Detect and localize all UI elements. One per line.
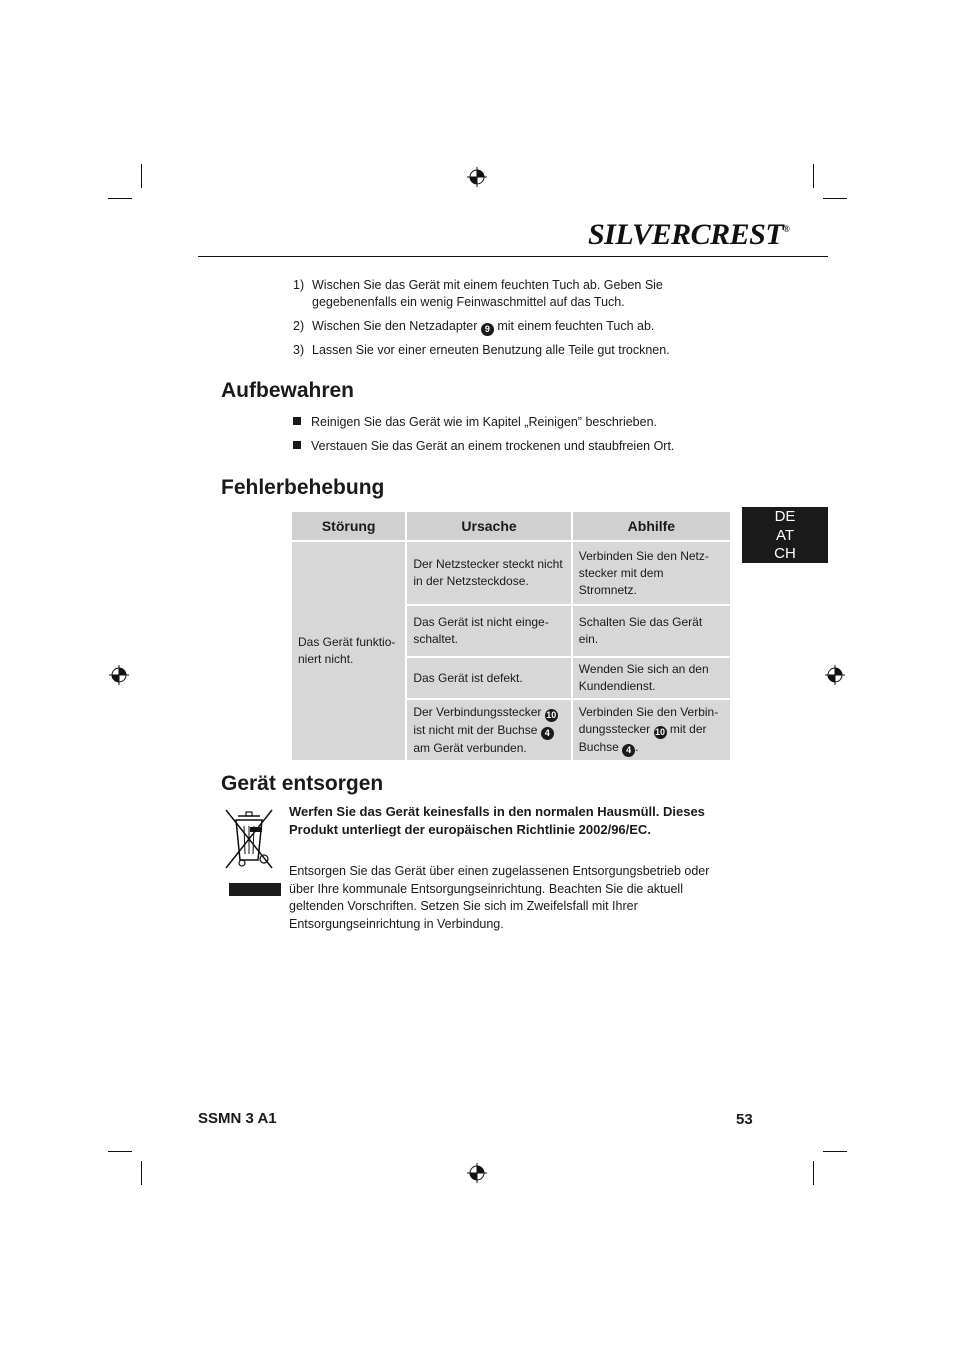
- logo-registered: ®: [783, 224, 790, 234]
- step-number: 1): [293, 278, 305, 292]
- brand-logo: [588, 218, 789, 252]
- step-item: [293, 342, 733, 359]
- language-code: AT: [775, 526, 795, 544]
- column-header: Abhilfe: [572, 511, 731, 541]
- language-code: DE: [774, 508, 796, 525]
- bin-underline-bar: [229, 883, 281, 896]
- crop-mark: [108, 1151, 132, 1152]
- crop-mark: [813, 164, 814, 188]
- crop-mark: [823, 1151, 847, 1152]
- troubleshooting-table: [290, 510, 732, 762]
- list-item: [293, 438, 674, 455]
- step-number: 3): [293, 343, 305, 357]
- step-number: 2): [293, 319, 305, 333]
- part-ref-badge: 4: [622, 744, 635, 757]
- remedy-cell: Verbinden Sie den Netzstecker mit dem Stromnetz.: [572, 541, 731, 605]
- cause-cell: Das Gerät ist defekt.: [406, 657, 571, 699]
- disposal-warning: Werfen Sie das Gerät keinesfalls in den normalen Hausmüll. Dieses Produkt unterliegt der europäischen Richtlinie 2002/96/EC.: [289, 804, 705, 837]
- list-item-text: Reinigen Sie das Gerät wie im Kapitel „Reinigen” beschrieben.: [311, 415, 658, 429]
- crop-mark: [141, 164, 142, 188]
- column-header: Ursache: [406, 511, 571, 541]
- remedy-cell: Wenden Sie sich an den Kundendienst.: [572, 657, 731, 699]
- step-text-part: Wischen Sie den Netzadapter: [312, 319, 478, 333]
- section-title-troubleshooting: Fehlerbehebung: [221, 476, 385, 499]
- disposal-paragraph: Entsorgen Sie das Gerät über einen zugelassenen Entsorgungsbetrieb oder über Ihre kommunale Entsorgungseinrichtung. Beachten Sie die aktuell geltenden Vorschriften. Setzen Sie sich im Zweifelsfall mit Ihrer Entsorgungseinrichtung in Verbindung.: [289, 864, 710, 931]
- section-title-disposal: Gerät entsorgen: [221, 772, 384, 795]
- step-item: [293, 277, 733, 311]
- step-text: Lassen Sie vor einer erneuten Benutzung alle Teile gut trocknen.: [312, 343, 670, 357]
- crop-mark: [141, 1161, 142, 1185]
- language-tab: [742, 507, 828, 563]
- list-item: [293, 414, 657, 431]
- footer-model-number: SSMN 3 A1: [198, 1110, 277, 1127]
- registration-mark-icon: [109, 665, 129, 685]
- fault-cell: Das Gerät funktioniert nicht.: [291, 541, 406, 761]
- remedy-cell: [572, 699, 731, 761]
- part-ref-badge: 10: [654, 726, 665, 737]
- step-text: Wischen Sie das Gerät mit einem feuchten Tuch ab. Geben Sie gegebenenfalls ein wenig Feinwaschmittel auf das Tuch.: [312, 278, 663, 309]
- list-item-text: Verstauen Sie das Gerät an einem trockenen und staubfreien Ort.: [311, 439, 675, 453]
- language-code: CH: [774, 545, 796, 562]
- step-item: [293, 318, 733, 336]
- cell-text: Der Verbindungsstecker: [413, 704, 542, 719]
- cell-text: mit der Buchse: [578, 721, 707, 754]
- cause-cell: Der Netzstecker steckt nicht in der Netzsteckdose.: [406, 541, 571, 605]
- part-ref-badge: 9: [481, 323, 494, 336]
- crossed-out-bin-icon: [222, 806, 276, 872]
- table-header-row: [291, 511, 731, 541]
- header-rule: [198, 256, 828, 257]
- step-text: [293, 318, 733, 336]
- registration-mark-icon: [467, 1163, 487, 1183]
- table-row: [291, 541, 731, 605]
- cell-text: ist nicht mit der Buchse: [413, 722, 538, 737]
- bullet-square-icon: [293, 441, 301, 449]
- cell-text: .: [635, 739, 639, 754]
- section-title-storage: Aufbewahren: [221, 379, 355, 402]
- remedy-cell: Schalten Sie das Gerät ein.: [572, 605, 731, 657]
- crop-mark: [823, 198, 847, 199]
- cell-text: Verbinden Sie den Verbindungsstecker: [578, 704, 719, 736]
- column-header: Störung: [291, 511, 406, 541]
- cause-cell: [406, 699, 571, 761]
- registration-mark-icon: [467, 167, 487, 187]
- logo-text-silver: SILVER: [588, 218, 691, 251]
- part-ref-badge: 10: [546, 709, 557, 720]
- registration-mark-icon: [825, 665, 845, 685]
- cause-cell: Das Gerät ist nicht eingeschaltet.: [406, 605, 571, 657]
- cell-text: am Gerät verbunden.: [413, 740, 527, 755]
- crop-mark: [108, 198, 132, 199]
- crop-mark: [813, 1161, 814, 1185]
- part-ref-badge: 4: [541, 727, 554, 740]
- page-number: 53: [736, 1111, 753, 1128]
- step-text-part: mit einem feuchten Tuch ab.: [497, 319, 655, 333]
- logo-text-crest: CREST: [690, 218, 784, 251]
- bullet-square-icon: [293, 417, 301, 425]
